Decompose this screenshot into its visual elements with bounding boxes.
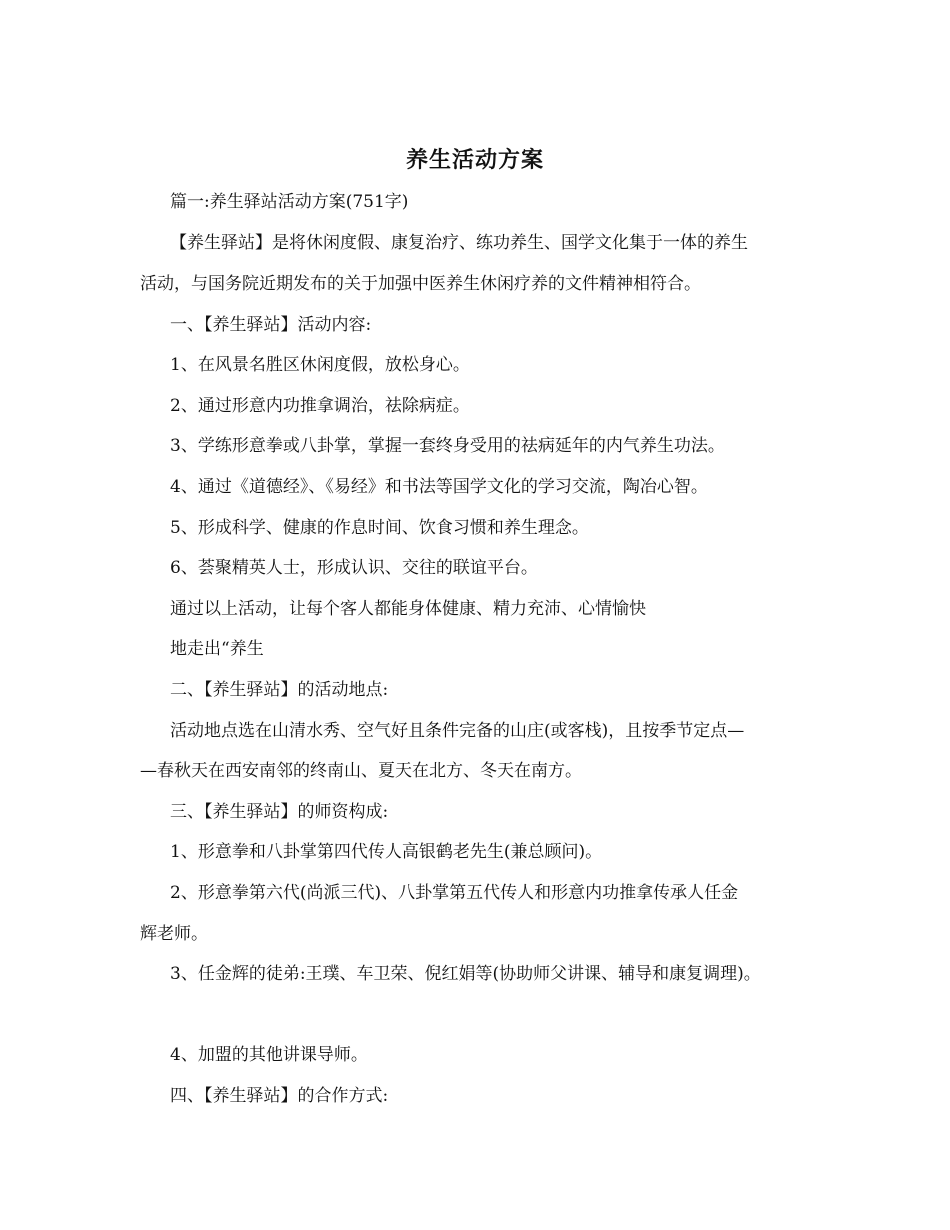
list-item: 4、通过《道德经》、《易经》和书法等国学文化的学习交流，陶冶心智。 <box>170 477 708 497</box>
list-item: 2、通过形意内功推拿调治，祛除病症。 <box>170 396 470 416</box>
list-item: 4、加盟的其他讲课导师。 <box>170 1045 368 1065</box>
list-item: 3、学练形意拳或八卦掌，掌握一套终身受用的祛病延年的内气养生功法。 <box>170 436 725 456</box>
section-heading: 一、【养生驿站】活动内容: <box>170 315 372 335</box>
document-title: 养生活动方案 <box>405 147 544 173</box>
list-item: 5、形成科学、健康的作息时间、饮食习惯和养生理念。 <box>170 518 589 538</box>
section-heading: 四、【养生驿站】的合作方式: <box>170 1086 389 1106</box>
paragraph-line: 篇一:养生驿站活动方案(751字) <box>170 192 409 212</box>
list-item: 6、荟聚精英人士，形成认识、交往的联谊平台。 <box>170 558 538 578</box>
list-item: 1、在风景名胜区休闲度假，放松身心。 <box>170 355 470 375</box>
list-item: 3、任金辉的徒弟:王璞、车卫荣、倪红娟等(协助师父讲课、辅导和康复调理)。 <box>170 964 761 984</box>
section-heading: 二、【养生驿站】的活动地点: <box>170 680 389 700</box>
paragraph-line: 【养生驿站】是将休闲度假、康复治疗、练功养生、国学文化集于一体的养生 <box>170 233 748 253</box>
paragraph-line: —春秋天在西安南邻的终南山、夏天在北方、冬天在南方。 <box>140 761 582 781</box>
paragraph-line: 活动地点选在山清水秀、空气好且条件完备的山庄(或客栈)，且按季节定点— <box>170 721 745 741</box>
list-item: 1、形意拳和八卦掌第四代传人高银鹤老先生(兼总顾问)。 <box>170 842 603 862</box>
paragraph-line: 辉老师。 <box>140 924 208 944</box>
paragraph-line: 通过以上活动，让每个客人都能身体健康、精力充沛、心情愉快 <box>170 599 646 619</box>
paragraph-line: 活动，与国务院近期发布的关于加强中医养生休闲疗养的文件精神相符合。 <box>140 274 701 294</box>
list-item: 2、形意拳第六代(尚派三代)、八卦掌第五代传人和形意内功推拿传承人任金 <box>170 883 739 903</box>
section-heading: 三、【养生驿站】的师资构成: <box>170 802 389 822</box>
paragraph-line: 地走出“养生 <box>170 639 264 659</box>
